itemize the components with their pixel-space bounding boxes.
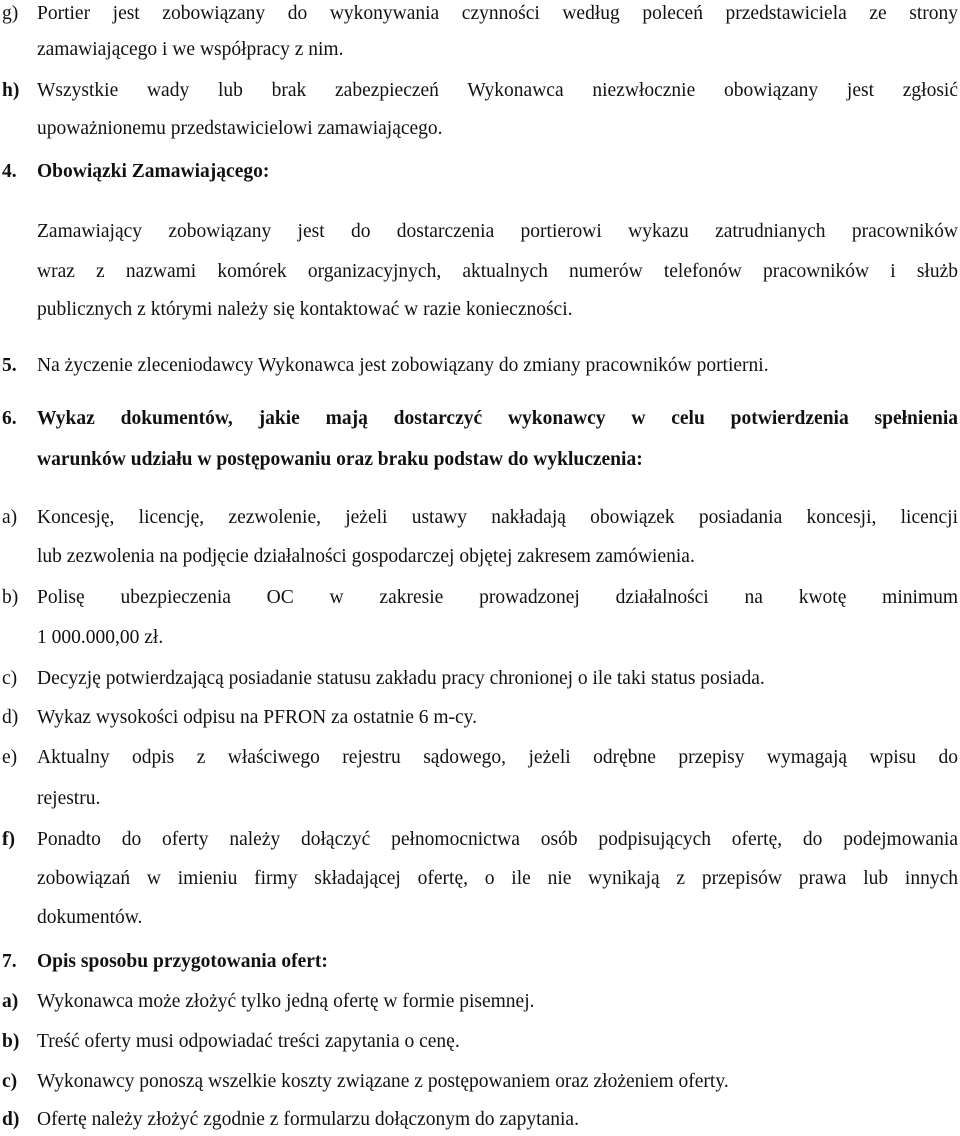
section-6-heading-line2: warunków udziału w postępowaniu oraz braku podstaw do wykluczenia: bbox=[37, 449, 643, 470]
list-marker-h: h) bbox=[2, 80, 20, 101]
section-7-item-c: Wykonawcy ponoszą wszelkie koszty związane z postępowaniem oraz złożeniem oferty. bbox=[37, 1071, 729, 1092]
section-4-para-line3: publicznych z którymi należy się kontaktować w razie konieczności. bbox=[37, 299, 573, 320]
section-6-item-d-line1: Wykaz wysokości odpisu na PFRON za ostatnie 6 m-cy. bbox=[37, 707, 478, 728]
section-6-item-a-line1: Koncesję, licencję, zezwolenie, jeżeli ustawy nakładają obowiązek posiadania koncesji, licencji bbox=[37, 507, 958, 528]
section-4-para-line2: wraz z nazwami komórek organizacyjnych, aktualnych numerów telefonów pracowników i służb bbox=[37, 261, 958, 282]
item-g-line1: Portier jest zobowiązany do wykonywania czynności według poleceń przedstawiciela ze strony bbox=[37, 3, 958, 24]
section-7-item-b: Treść oferty musi odpowiadać treści zapytania o cenę. bbox=[37, 1031, 460, 1052]
section-6-item-f-line3: dokumentów. bbox=[37, 907, 143, 928]
section-4-number: 4. bbox=[2, 161, 17, 182]
section-6-item-c-line1: Decyzję potwierdzającą posiadanie statusu zakładu pracy chronionej o ile taki status posiada. bbox=[37, 668, 765, 689]
section-7-marker-b: b) bbox=[2, 1031, 20, 1052]
section-6-marker-d: d) bbox=[2, 707, 19, 728]
section-6-number: 6. bbox=[2, 408, 17, 429]
section-7-marker-c: c) bbox=[2, 1071, 18, 1092]
section-7-heading: Opis sposobu przygotowania ofert: bbox=[37, 951, 328, 972]
section-6-marker-a: a) bbox=[2, 507, 18, 528]
section-5-number: 5. bbox=[2, 355, 17, 376]
list-marker-g: g) bbox=[2, 3, 19, 24]
section-6-item-f-line1: Ponadto do oferty należy dołączyć pełnomocnictwa osób podpisujących ofertę, do podejmowania bbox=[37, 829, 958, 850]
section-6-item-e-line2: rejestru. bbox=[37, 788, 101, 809]
section-4-para-line1: Zamawiający zobowiązany jest do dostarczenia portierowi wykazu zatrudnianych pracowników bbox=[37, 221, 958, 242]
section-6-item-b-line2: 1 000.000,00 zł. bbox=[37, 627, 164, 648]
section-7-item-d: Ofertę należy złożyć zgodnie z formularzu dołączonym do zapytania. bbox=[37, 1109, 579, 1130]
section-6-item-a-line2: lub zezwolenia na podjęcie działalności gospodarczej objętej zakresem zamówienia. bbox=[37, 546, 695, 567]
section-5-text: Na życzenie zleceniodawcy Wykonawca jest zobowiązany do zmiany pracowników portierni. bbox=[37, 355, 769, 376]
section-6-marker-e: e) bbox=[2, 747, 18, 768]
section-6-heading-line1: Wykaz dokumentów, jakie mają dostarczyć wykonawcy w celu potwierdzenia spełnienia bbox=[37, 408, 958, 429]
item-h-line1: Wszystkie wady lub brak zabezpieczeń Wykonawca niezwłocznie obowiązany jest zgłosić bbox=[37, 80, 958, 101]
item-g-line2: zamawiającego i we współpracy z nim. bbox=[37, 39, 344, 60]
section-6-marker-c: c) bbox=[2, 668, 18, 689]
section-6-item-e-line1: Aktualny odpis z właściwego rejestru sądowego, jeżeli odrębne przepisy wymagają wpisu do bbox=[37, 747, 958, 768]
section-7-marker-d: d) bbox=[2, 1109, 20, 1130]
section-6-item-f-line2: zobowiązań w imieniu firmy składającej ofertę, o ile nie wynikają z przepisów prawa lub innych bbox=[37, 868, 958, 889]
section-7-item-a: Wykonawca może złożyć tylko jedną ofertę w formie pisemnej. bbox=[37, 991, 535, 1012]
section-6-item-b-line1: Polisę ubezpieczenia OC w zakresie prowadzonej działalności na kwotę minimum bbox=[37, 587, 958, 608]
section-7-marker-a: a) bbox=[2, 991, 19, 1012]
section-4-heading: Obowiązki Zamawiającego: bbox=[37, 161, 270, 182]
section-6-marker-b: b) bbox=[2, 587, 19, 608]
section-6-marker-f: f) bbox=[2, 829, 15, 850]
section-7-number: 7. bbox=[2, 951, 17, 972]
item-h-line2: upoważnionemu przedstawicielowi zamawiającego. bbox=[37, 118, 443, 139]
